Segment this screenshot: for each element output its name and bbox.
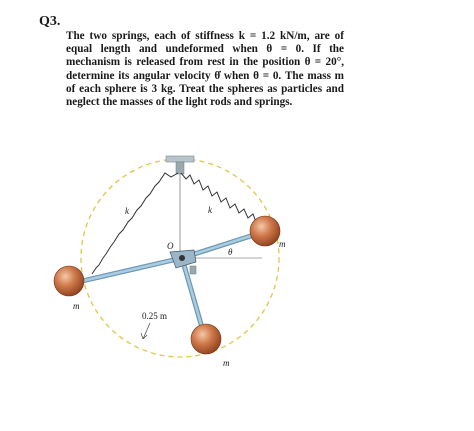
length-label: 0.25 m	[142, 311, 168, 321]
spring-label-left: k	[125, 206, 129, 216]
left-spring	[92, 173, 178, 274]
bottom-sphere	[191, 324, 221, 354]
problem-statement: The two springs, each of stiffness k = 1.2 kN/m, are of equal length and undeformed when θ = 0. If the mechanism is released from rest in the position θ = 20°, determine its angular velocity θ̇ when θ = 0. The mass m of each sphere is 3 kg. Treat the spheres as particles and neglect the masses of the light rods and springs.	[66, 30, 344, 109]
left-sphere	[54, 266, 84, 296]
question-number: Q3.	[39, 14, 61, 29]
angle-label: θ	[228, 247, 233, 257]
top-support	[166, 156, 194, 174]
mass-label-bottom: m	[223, 358, 230, 368]
length-dimension-marker	[141, 323, 150, 339]
mass-label-right: m	[279, 239, 286, 249]
spring-label-right: k	[208, 205, 212, 215]
mass-label-left: m	[73, 301, 80, 311]
right-spring	[181, 173, 262, 226]
pivot-label: O	[167, 241, 174, 251]
right-sphere	[250, 216, 280, 246]
